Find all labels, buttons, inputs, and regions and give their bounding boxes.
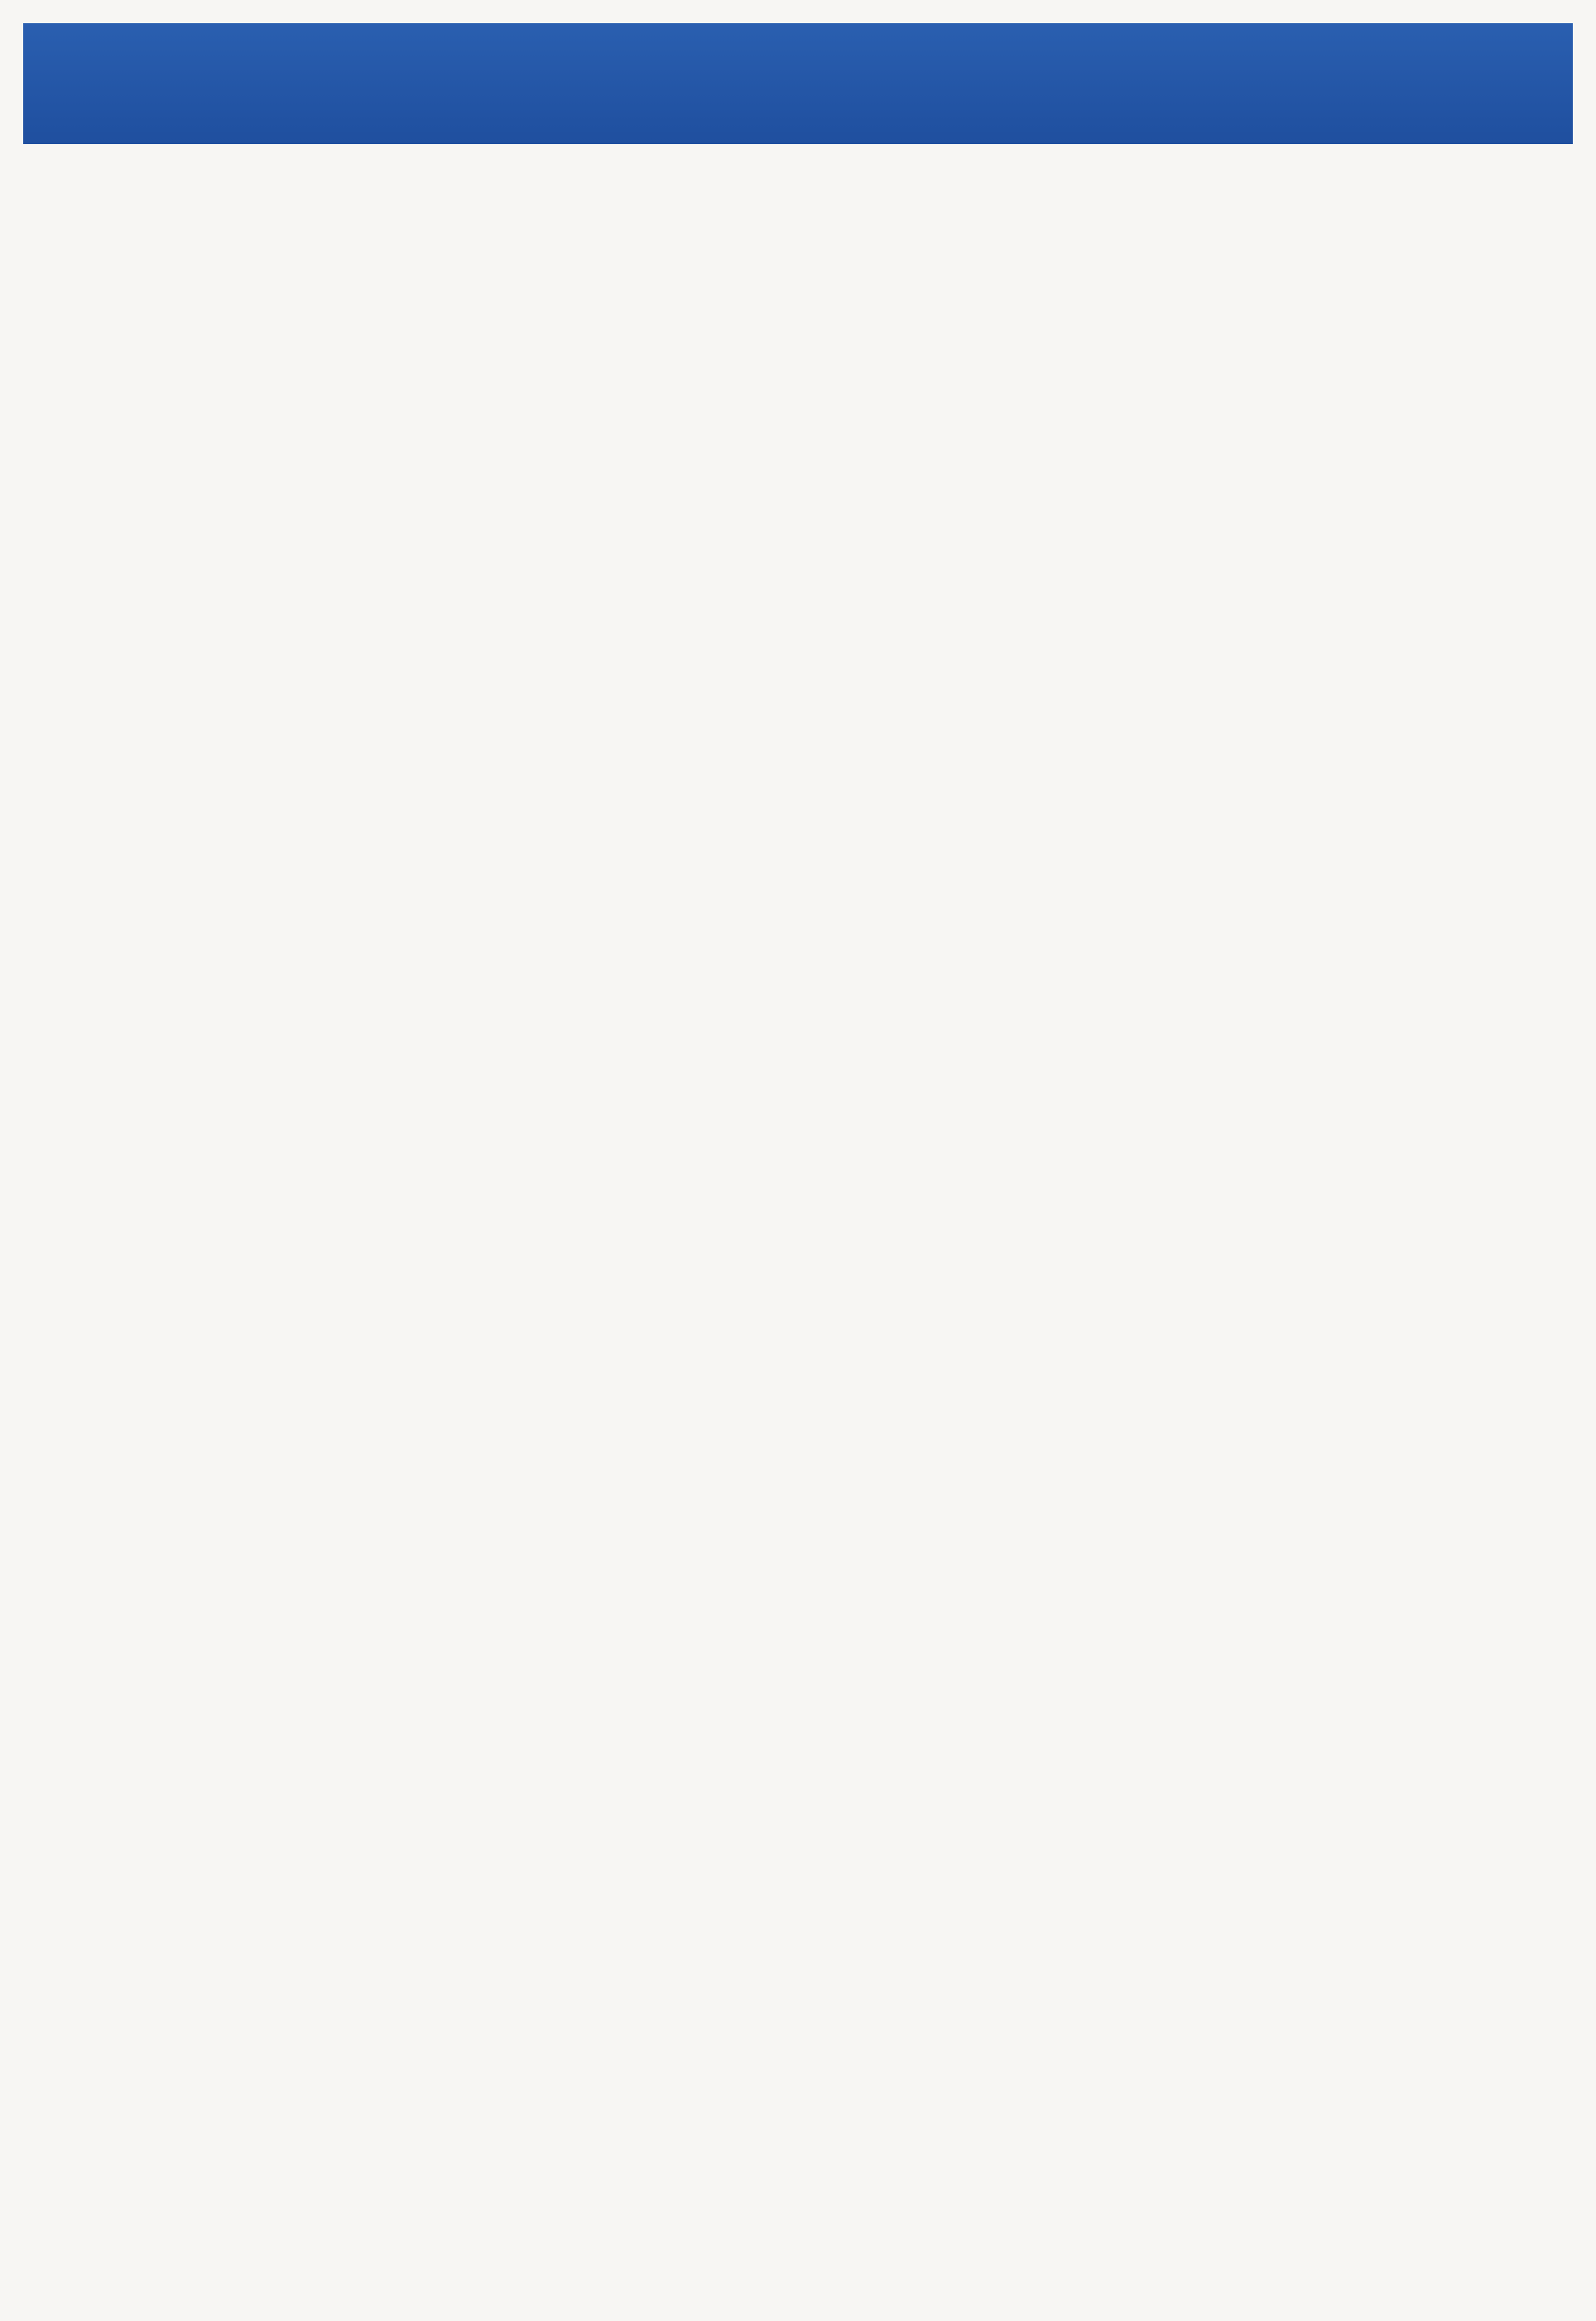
header-banner bbox=[23, 23, 1573, 144]
option-2-title bbox=[129, 1269, 136, 1310]
